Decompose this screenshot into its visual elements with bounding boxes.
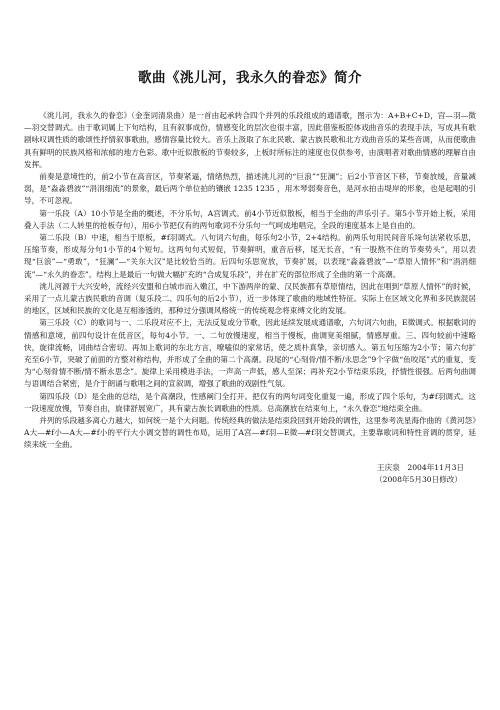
paragraph-section-b: 第二乐段（B）中速，相当于原板，#f羽调式。八句词六句曲，每乐句2小节，2+4结构。前两乐句用民间音乐垛句法紧收乐思，压缩节奏，形成每分句1小节的4个短句。这两句句式短促，节奏鲜明，重音后移，尾无长音，“有一股熬不住的节奏势头”，用以表现“巨浪”—“勇敢”，“狂澜”—“关东大汉”是比较恰当的。后四句乐思宽放，节奏扩展，以表现“淼淼碧波”—“草原人情怀”和“涓涓细流”—“永久的眷恋”。结构上是最后一句做大幅扩充的“合成复乐段”，并在扩充的部位形成了全曲的第一个高潮。 xyxy=(24,233,476,279)
paragraph-conclusion: 并列的乐段越多离心力越大，如何统一是个大问题。传统经典的做法是结束段回到开始段的调性，这里参考冼星海作曲的《黄河怨》A大—#f小—A大—#f小的平行大小调交替的调性布局，运用了A宫—#f羽—E徵—#f羽交替调式，主要靠歌词和特性音调的贯穿，延续来统一全曲。 xyxy=(24,416,476,450)
author-date: 王庆泉 2004年11月3日 xyxy=(377,462,464,472)
document-body xyxy=(24,110,476,452)
paragraph-section-a: 第一乐段（A）10小节是全曲的概述，不分乐句，A宫调式。前4小节近似散板，相当于全曲的声乐引子。第5小节开始上板，采用叠入手法（二人转里的抢板夺句），用6小节把仅有的两句歌词不分乐句一气呵成地唱完，全段的速度基本上是自由的。 xyxy=(24,208,476,230)
paragraph-intro: 《洮儿河，我永久的眷恋》（金奎词清泉曲）是一首由起承转合四个并列的乐段组成的通谱歌，图示为：A+B+C+D，宫—羽—徵—羽交替调式。由于歌词属上下句结构，且有叙事成份，情感变化的层次也很丰富，因此借鉴板腔体戏曲音乐的表现手法，写成具有歌剧咏叹调性质的歌颂性抒情叙事歌曲，感情容量比较大。音乐上汲取了东北民歌、蒙古族民歌和北方戏曲音乐的某些音调，从而使歌曲具有鲜明的民族风格和浓郁的地方色彩。歌中近似散板的节奏较多，上板时所标注的速度也仅供参考，由演唱者对歌曲情感的理解自由发挥。 xyxy=(24,111,476,169)
document-title: 歌曲《洮儿河，我永久的眷恋》简介 xyxy=(138,70,362,86)
revision-date: （2008年5月30日修改） xyxy=(375,474,462,484)
paragraph-section-d: 第四乐段（D）是全曲的总结，是个高潮段，性感阐门全打开。把仅有的两句词变化重复一遍，形成了四个乐句，为#f羽调式。这一段速度放慢，节奏自由，旋律舒展宽广，具有蒙古族长调歌曲的性质。总高潮放在结束句上，“永久眷恋”地结束全曲。 xyxy=(24,391,476,413)
paragraph-section-c: 第三乐段（C）的歌词与一、二乐段对应不上，无法反复或分节歌，因此延续发展成通谱歌，六句词六句曲，E徵调式。根据歌词的情感和意境，前四句设计在低音区，每句4小节。一、二句放慢速度，相当于慢板，曲调宽美细腻，情感厚重。三、四句较前中速略快，旋律流畅，词曲结合密切。再加上歌词的东北方言，嘹嗑似的家常话，使之质朴真挚，亲切感人。第五句压缩为2小节；第六句扩充至6小节，突破了前面的方整对称结构，并形成了全曲的第二个高潮。段尾的“心刻骨/情不断/永思念”9个字做“鱼咬尾”式的重复，变为“心刻骨情不断/情不断永思念”。旋律上采用模进手法，一声高一声低，感人至深；再补充2小节结束乐段，抒情性很强。后两句曲调与语调结合紧密，是介于朗诵与歌唱之间的宣叙调，增强了歌曲的戏剧性气氛。 xyxy=(24,318,476,389)
paragraph-region: 洮儿河源于大兴安岭，流经兴安盟和白城市而入嫩江，中下游两岸的蒙、汉民族都有草原情结，因此在唱到“草原人情怀”的时候，采用了一点儿蒙古族民歌的音调（复乐段二、四乐句的后2小节），近一步体现了歌曲的地域性特征。实际上在区域文化界和多民族混居的地区，区域和民族的文化是互相渗透的，那种过分强调风格统一的传统观念将束缚文化的发展。 xyxy=(24,281,476,316)
signature-block xyxy=(24,462,476,486)
paragraph-prelude: 前奏是意境性的，前2小节在高音区，节奏紧逼，情绪热烈，描述洮儿河的“巨浪”“狂澜”；后2小节音区下移，节奏放缓，音量减弱，是“淼淼碧波”“涓涓细流”的景象，最后两个单位拍的镶嵌 1235 1235 ，用木琴弱奏音色，是河水拍击堤岸的形象，也是起唱的引导，不可忽视。 xyxy=(24,172,476,206)
